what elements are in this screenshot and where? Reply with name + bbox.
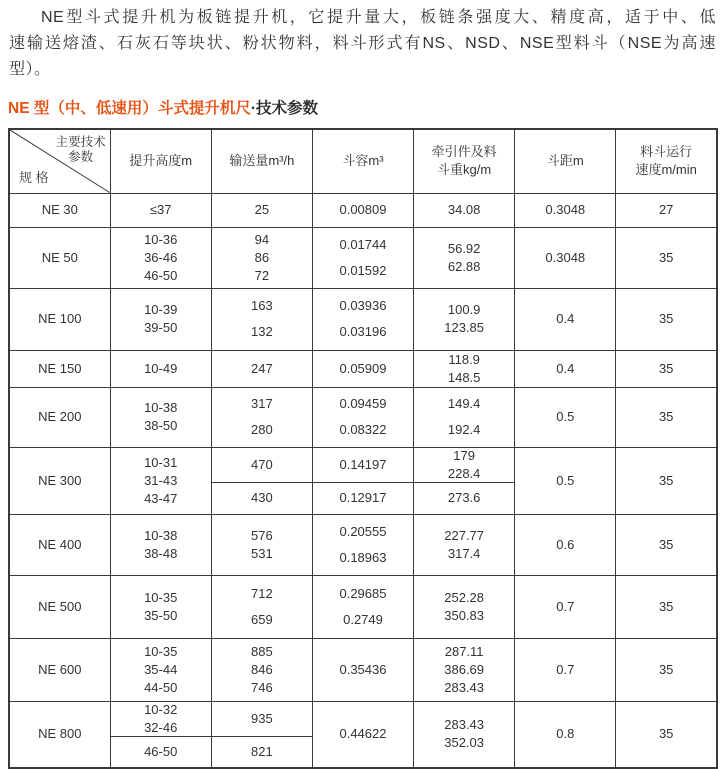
- cell-line: 821: [251, 743, 273, 759]
- cell-line: 35: [658, 536, 674, 552]
- cell-line: 252.28: [444, 589, 485, 605]
- table-cell: [312, 227, 413, 288]
- cell-line: 提升高度m: [129, 153, 193, 169]
- cell-line: NE 150: [38, 360, 82, 376]
- cell-line: 速度m/min: [635, 162, 697, 178]
- column-header-cell: [312, 129, 413, 193]
- table-cell: [414, 575, 515, 638]
- corner-header-cell: [9, 129, 110, 193]
- cell-line: 0.7: [556, 598, 575, 614]
- column-header-cell: [110, 129, 211, 193]
- table-cell: [211, 193, 312, 227]
- cell-line: 0.44622: [339, 726, 387, 742]
- cell-line: 35-44: [144, 661, 178, 677]
- model-cell: [9, 575, 110, 638]
- table-cell: [110, 350, 211, 387]
- intro-line: 速输送熔渣、石灰石等块状、粉状物料，料斗形式有NS、NSD、NSE型料斗（NSE为高速: [9, 35, 716, 52]
- cell-line: 280: [251, 422, 273, 437]
- table-cell: [110, 638, 211, 701]
- cell-line: 0.2749: [343, 611, 383, 627]
- cell-line: 39-50: [144, 320, 178, 335]
- table-cell: [211, 514, 312, 575]
- table-cell: [616, 387, 717, 447]
- intro-line: NE型斗式提升机为板链提升机，它提升量大，板链条强度大、精度高，适于中、低: [41, 9, 716, 26]
- table-cell: [515, 387, 616, 447]
- table-cell: [616, 447, 717, 514]
- model-cell: [9, 701, 110, 768]
- table-cell: [110, 514, 211, 575]
- table-cell: [515, 447, 616, 514]
- table-cell: [515, 288, 616, 350]
- table-cell: [312, 447, 413, 482]
- model-cell: [9, 350, 110, 387]
- table-row: [9, 288, 717, 350]
- cell-line: 38-48: [144, 545, 178, 561]
- table-cell: [312, 701, 413, 768]
- table-cell: [110, 447, 211, 514]
- model-cell: [9, 193, 110, 227]
- cell-line: 0.7: [556, 661, 575, 677]
- header-row: [9, 129, 717, 193]
- cell-line: NE 600: [38, 661, 82, 677]
- cell-line: 斗容m³: [342, 153, 384, 169]
- table-cell: [414, 482, 515, 514]
- cell-line: 283.43: [444, 679, 485, 695]
- cell-line: 25: [254, 202, 270, 217]
- model-cell: [9, 514, 110, 575]
- cell-line: 0.18963: [339, 549, 387, 565]
- cell-line: 43-47: [144, 490, 178, 506]
- table-cell: [211, 227, 312, 288]
- cell-line: 746: [251, 679, 273, 695]
- cell-line: 62.88: [447, 258, 481, 274]
- table-cell: [515, 514, 616, 575]
- cell-line: 0.03196: [339, 324, 387, 339]
- cell-line: 0.08322: [339, 422, 387, 437]
- cell-line: 10-38: [144, 400, 178, 415]
- table-row: [9, 575, 717, 638]
- cell-line: 0.35436: [339, 661, 387, 677]
- cell-line: 317.4: [447, 545, 481, 561]
- intro-line: 型）。: [9, 61, 51, 78]
- cell-line: 94: [254, 231, 270, 247]
- table-cell: [515, 575, 616, 638]
- cell-line: 主要技术: [55, 135, 106, 149]
- cell-line: 0.4: [556, 360, 575, 376]
- model-cell: [9, 387, 110, 447]
- cell-line: 10-31: [144, 454, 178, 470]
- cell-line: 34.08: [447, 202, 481, 217]
- cell-line: 0.05909: [339, 360, 387, 376]
- table-cell: [312, 575, 413, 638]
- column-header-cell: [515, 129, 616, 193]
- cell-line: 885: [251, 643, 273, 659]
- table-cell: [110, 288, 211, 350]
- cell-line: 352.03: [444, 735, 485, 751]
- table-cell: [312, 482, 413, 514]
- cell-line: 659: [251, 611, 273, 627]
- table-cell: [211, 482, 312, 514]
- table-cell: [110, 575, 211, 638]
- cell-line: 35: [658, 409, 674, 424]
- table-cell: [211, 288, 312, 350]
- table-cell: [211, 736, 312, 768]
- cell-line: 35: [658, 472, 674, 488]
- cell-line: NE 30: [41, 202, 78, 217]
- column-header-cell: [414, 129, 515, 193]
- cell-line: 350.83: [444, 607, 485, 623]
- table-cell: [312, 193, 413, 227]
- table-cell: [414, 447, 515, 482]
- cell-line: 0.29685: [339, 585, 387, 601]
- cell-line: 287.11: [444, 643, 484, 659]
- cell-line: 0.6: [556, 536, 575, 552]
- column-header-cell: [616, 129, 717, 193]
- table-cell: [110, 736, 211, 768]
- table-cell: [414, 350, 515, 387]
- cell-line: NE 500: [38, 598, 82, 614]
- cell-line: 386.69: [444, 661, 485, 677]
- cell-line: 531: [251, 545, 273, 561]
- model-cell: [9, 447, 110, 514]
- table-cell: [515, 701, 616, 768]
- cell-line: 牵引件及料: [431, 144, 497, 160]
- intro-paragraph: [9, 5, 716, 83]
- table-cell: [211, 447, 312, 482]
- cell-line: 10-49: [144, 360, 178, 376]
- model-cell: [9, 638, 110, 701]
- table-cell: [414, 701, 515, 768]
- cell-line: 148.5: [447, 369, 481, 385]
- table-cell: [211, 350, 312, 387]
- table-row: [9, 227, 717, 288]
- cell-line: 149.4: [447, 396, 481, 411]
- column-header-cell: [211, 129, 312, 193]
- cell-line: NE 400: [38, 536, 82, 552]
- table-cell: [414, 514, 515, 575]
- cell-line: 36-46: [144, 249, 178, 265]
- cell-line: 86: [254, 249, 270, 265]
- table-cell: [211, 701, 312, 736]
- cell-line: 228.4: [447, 465, 481, 481]
- corner-spec-label: 规 格: [19, 169, 49, 185]
- cell-line: 10-39: [144, 302, 178, 317]
- cell-line: 35: [658, 249, 674, 265]
- table-cell: [414, 288, 515, 350]
- table-cell: [515, 350, 616, 387]
- cell-line: 0.20555: [339, 523, 387, 539]
- cell-line: 283.43: [444, 717, 485, 733]
- table-cell: [312, 288, 413, 350]
- cell-line: 35: [658, 726, 674, 742]
- cell-line: 27: [658, 202, 674, 217]
- cell-line: 0.5: [556, 472, 575, 488]
- model-cell: [9, 227, 110, 288]
- cell-line: 576: [251, 527, 273, 543]
- table-row: [9, 350, 717, 387]
- cell-line: 35: [658, 598, 674, 614]
- table-cell: [312, 514, 413, 575]
- cell-line: 0.4: [556, 311, 575, 326]
- cell-line: 0.01744: [339, 236, 387, 252]
- cell-line: 46-50: [144, 267, 178, 283]
- cell-line: NE 100: [38, 311, 82, 326]
- cell-line: NE 50: [41, 249, 78, 265]
- table-row: [9, 514, 717, 575]
- cell-line: 38-50: [144, 418, 178, 433]
- cell-line: 0.09459: [339, 396, 387, 411]
- table-cell: [110, 387, 211, 447]
- cell-line: 100.9: [447, 302, 481, 317]
- cell-line: 56.92: [447, 240, 481, 256]
- cell-line: 0.14197: [339, 456, 387, 472]
- cell-line: 35: [658, 360, 674, 376]
- table-row: [9, 193, 717, 227]
- cell-line: NE 300: [38, 472, 82, 488]
- cell-line: 输送量m³/h: [229, 153, 295, 169]
- cell-line: 35: [658, 311, 674, 326]
- cell-line: 247: [251, 360, 273, 376]
- model-cell: [9, 288, 110, 350]
- cell-line: 10-35: [144, 643, 178, 659]
- section-heading-black: ·技术参数: [250, 100, 319, 117]
- cell-line: 斗重kg/m: [437, 162, 492, 178]
- cell-line: 0.03936: [339, 298, 387, 313]
- cell-line: 273.6: [447, 490, 481, 505]
- table-cell: [616, 288, 717, 350]
- cell-line: 163: [251, 298, 273, 313]
- table-cell: [414, 638, 515, 701]
- cell-line: 132: [251, 324, 273, 339]
- cell-line: 118.9: [448, 351, 480, 367]
- table-row: [9, 387, 717, 447]
- table-cell: [616, 638, 717, 701]
- cell-line: 192.4: [447, 422, 481, 437]
- cell-line: 0.12917: [339, 490, 387, 505]
- cell-line: 斗距m: [546, 153, 584, 169]
- table-cell: [211, 638, 312, 701]
- cell-line: 46-50: [144, 743, 178, 759]
- cell-line: 846: [251, 661, 273, 677]
- table-cell: [110, 193, 211, 227]
- cell-line: 470: [251, 456, 273, 472]
- cell-line: 31-43: [144, 472, 178, 488]
- table-cell: [515, 227, 616, 288]
- cell-line: 317: [251, 396, 273, 411]
- cell-line: 参数: [68, 150, 94, 164]
- cell-line: 430: [251, 490, 273, 505]
- cell-line: 35: [658, 661, 674, 677]
- table-cell: [515, 638, 616, 701]
- table-cell: [211, 575, 312, 638]
- table-cell: [616, 227, 717, 288]
- table-cell: [616, 514, 717, 575]
- cell-line: 123.85: [444, 320, 485, 335]
- cell-line: 0.00809: [339, 202, 387, 217]
- table-cell: [616, 350, 717, 387]
- cell-line: ≤37: [149, 202, 172, 217]
- cell-line: 0.01592: [339, 262, 387, 278]
- cell-line: 0.5: [556, 409, 575, 424]
- table-cell: [110, 701, 211, 736]
- table-cell: [211, 387, 312, 447]
- table-cell: [515, 193, 616, 227]
- cell-line: 10-35: [144, 589, 178, 605]
- table-row: [9, 638, 717, 701]
- cell-line: 0.8: [556, 726, 575, 742]
- cell-line: 10-36: [144, 231, 178, 247]
- cell-line: 712: [251, 585, 273, 601]
- cell-line: 32-46: [144, 719, 178, 735]
- table-cell: [110, 227, 211, 288]
- table-cell: [616, 193, 717, 227]
- cell-line: NE 800: [38, 726, 82, 742]
- corner-param-label: [56, 135, 106, 165]
- table-cell: [312, 350, 413, 387]
- cell-line: 0.3048: [545, 202, 586, 217]
- table-row: [9, 447, 717, 482]
- section-heading-orange: NE 型（中、低速用）斗式提升机尺: [8, 100, 251, 117]
- table-cell: [414, 227, 515, 288]
- table-cell: [616, 701, 717, 768]
- table-cell: [414, 387, 515, 447]
- table-cell: [616, 575, 717, 638]
- section-heading: [8, 99, 318, 119]
- table-cell: [414, 193, 515, 227]
- spec-table: [8, 128, 718, 769]
- cell-line: NE 200: [38, 409, 82, 424]
- table-cell: [312, 638, 413, 701]
- cell-line: 935: [251, 710, 273, 726]
- cell-line: 179: [453, 447, 475, 463]
- table-row: [9, 701, 717, 736]
- cell-line: 72: [254, 267, 270, 283]
- cell-line: 0.3048: [545, 249, 586, 265]
- cell-line: 44-50: [144, 679, 178, 695]
- cell-line: 35-50: [144, 607, 178, 623]
- cell-line: 料斗运行: [640, 144, 693, 160]
- cell-line: 10-38: [144, 527, 178, 543]
- table-cell: [312, 387, 413, 447]
- cell-line: 10-32: [144, 701, 178, 717]
- cell-line: 227.77: [444, 527, 485, 543]
